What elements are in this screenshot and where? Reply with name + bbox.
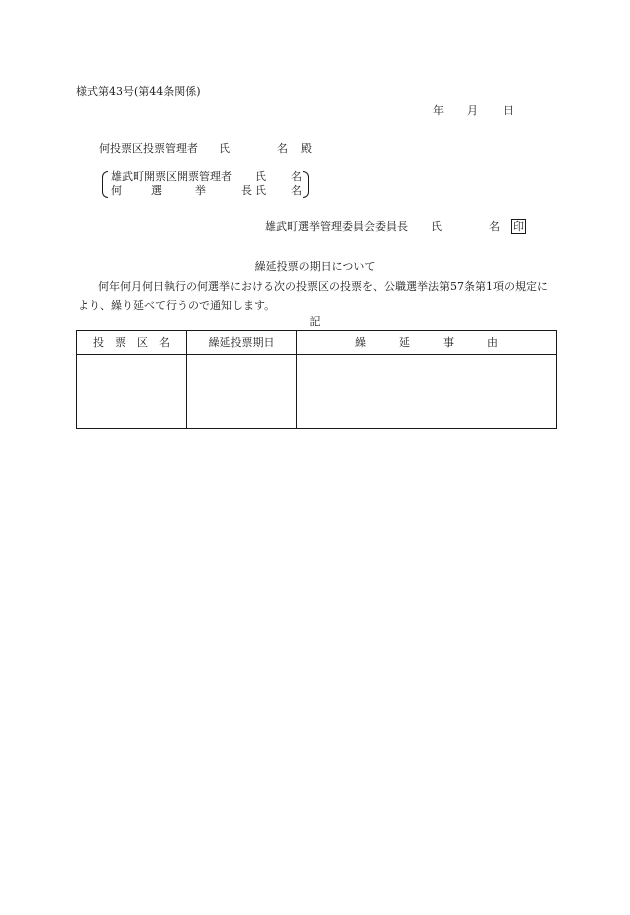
cc-election-chief-surname-label: 氏 (255, 184, 266, 197)
addressee-line (0, 143, 630, 157)
date-year: 年 (433, 104, 444, 117)
sender-line (0, 221, 630, 237)
sender-surname-label: 氏 (431, 220, 442, 233)
table-header-row (77, 331, 557, 355)
cc-election-chief-char-1: 何 (111, 184, 122, 197)
cell-polling-district (77, 355, 187, 429)
header-postponed-date: 繰延投票期日 (187, 331, 297, 355)
cell-postponed-date (187, 355, 297, 429)
date-line (0, 105, 630, 119)
header-postponement-reason: 繰 延 事 由 (297, 331, 557, 355)
table-row (77, 355, 557, 429)
seal-mark: 印 (513, 220, 524, 233)
date-month: 月 (467, 104, 478, 117)
note-label: 記 (309, 315, 321, 328)
cc-election-chief-name-label: 名 (291, 184, 302, 197)
document-subject: 繰延投票の期日について (254, 260, 376, 273)
notice-body: 何年何月何日執行の何選挙における次の投票区の投票を、公職選挙法第57条第1項の規定により、繰り延べて行うので通知します。 (78, 280, 548, 312)
form-number: 様式第43号(第44条関係) (76, 85, 201, 98)
cc-counting-manager-surname-label: 氏 (255, 170, 266, 183)
cc-counting-manager-title: 雄武町開票区開票管理者 (111, 170, 232, 183)
addressee-honorific: 殿 (301, 142, 312, 155)
cc-row-election-chief (102, 185, 312, 198)
sender-name-label: 名 (489, 220, 500, 233)
addressee-name-label: 名 (277, 142, 288, 155)
addressee-surname-label: 氏 (219, 142, 230, 155)
postponement-table (76, 330, 557, 429)
cc-election-chief-char-4: 長 (241, 184, 252, 197)
header-polling-district: 投 票 区 名 (77, 331, 187, 355)
sender-title: 雄武町選挙管理委員会委員長 (265, 220, 408, 233)
cc-bracket-block (102, 170, 312, 198)
cc-row-counting-manager (102, 171, 312, 184)
date-day: 日 (503, 104, 514, 117)
cc-election-chief-char-2: 選 (151, 184, 162, 197)
cc-election-chief-char-3: 挙 (195, 184, 206, 197)
cell-postponement-reason (297, 355, 557, 429)
addressee-title: 何投票区投票管理者 (99, 142, 198, 155)
cc-counting-manager-name-label: 名 (291, 170, 302, 183)
